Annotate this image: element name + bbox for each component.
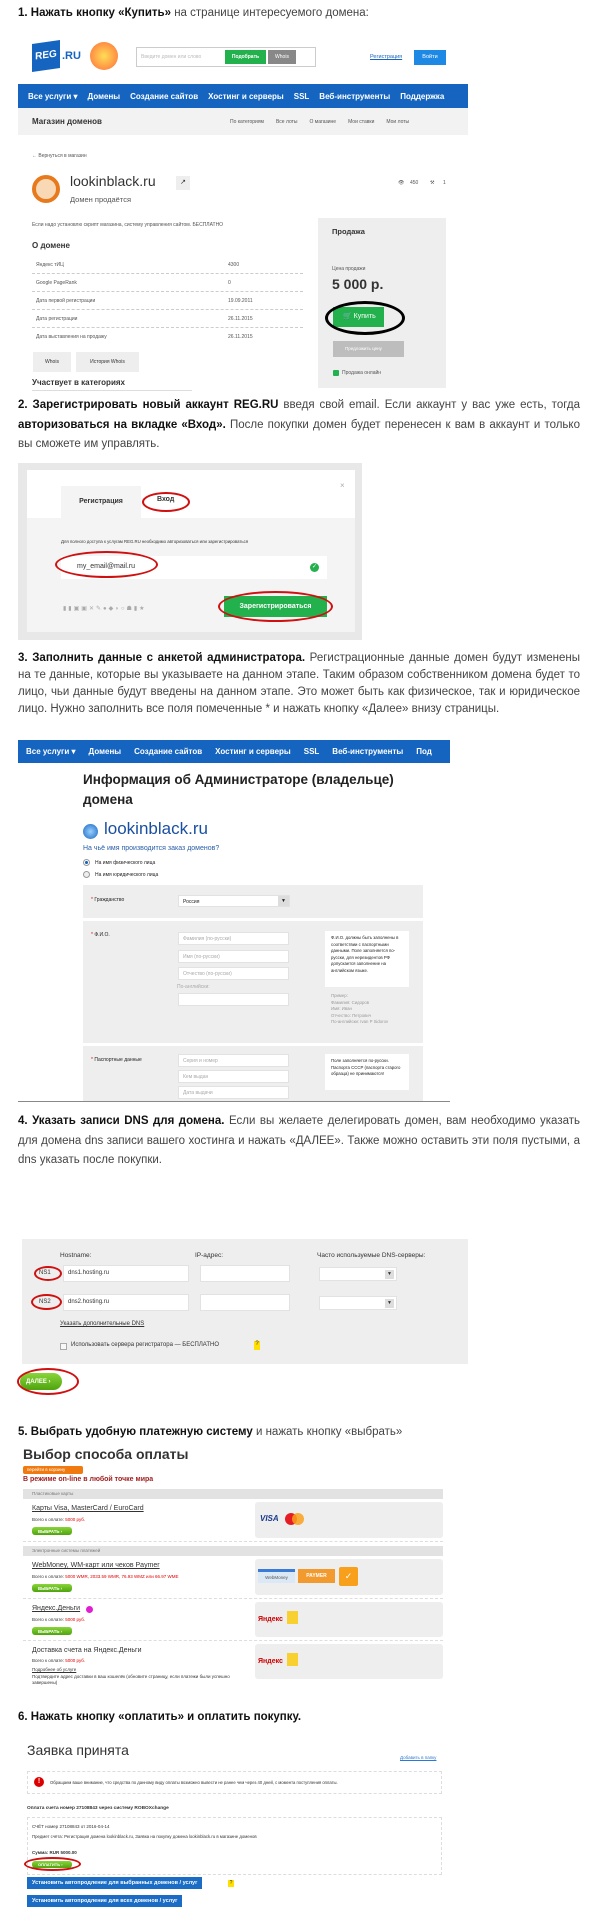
step-4-text	[18, 1112, 580, 1171]
payment-method-card	[23, 1499, 443, 1542]
views-count: 450	[410, 180, 419, 186]
globe-icon	[32, 175, 60, 203]
payment-title: Выбор способа оплаты	[23, 1446, 189, 1462]
choose-button[interactable]: ВЫБРАТЬ ›	[32, 1584, 72, 1592]
nav-site-building[interactable]: Создание сайтов	[130, 91, 199, 101]
page-title: Информация об Администраторе (владельце) домена	[83, 772, 394, 807]
whois-history-button[interactable]: История Whois	[76, 352, 139, 372]
step-1-text	[18, 4, 580, 24]
total-value: 5000 WMR, 2033.59 WMR, 76.93 WMZ или 66.97 WME	[65, 1574, 179, 1579]
main-nav	[18, 84, 468, 108]
details-link[interactable]: Подробнее об услуге	[32, 1667, 77, 1672]
register-button[interactable]: Зарегистрироваться	[224, 596, 327, 617]
row-label: Дата выставления на продажу	[36, 334, 107, 340]
subnav	[18, 108, 468, 135]
buy-label: Купить	[353, 313, 376, 320]
invoice-subject: Предмет счёта: Регистрация домена lookinblack.ru, Заявка на покупку домена lookinblack.ru в магазине доменов	[32, 1834, 257, 1839]
back-link-label: Вернуться в магазин	[38, 153, 87, 159]
row-label: Яндекс тИЦ	[36, 262, 64, 268]
yandex-logo: Яндекс	[258, 1616, 283, 1623]
group-emoney-header: Электронные системы платежей	[23, 1546, 443, 1556]
yandex-badge-icon	[86, 1606, 93, 1613]
passport-hint: Поле заполняется по-русски. Паспорта СССР (паспорта старого образца) не принимаются!	[325, 1054, 409, 1090]
step-5-text	[18, 1423, 580, 1443]
owner-question: На чьё имя производится заказ доменов?	[83, 845, 220, 852]
price-label: Цена продажи	[332, 266, 366, 272]
nav-ssl[interactable]: SSL	[293, 91, 310, 101]
domain-search	[136, 47, 316, 67]
nav-ssl[interactable]: SSL	[303, 747, 320, 756]
payment-method-yandex-invoice	[23, 1641, 443, 1687]
step-5-bold: 5. Выбрать удобную платежную систему	[18, 1426, 253, 1438]
highlight-ellipse	[24, 1857, 81, 1871]
subnav-categories[interactable]: По категориям	[230, 119, 264, 125]
checkbox-checked-icon	[333, 370, 339, 376]
sale-panel	[318, 218, 446, 388]
step-2-rest-2: После покупки домен будет перенесен к вам в аккаунт и только вы сможете им управлять.	[18, 418, 580, 450]
registration-dialog	[27, 470, 355, 632]
step-2-bold: 2. Зарегистрировать новый аккаунт REG.RU	[18, 399, 279, 411]
row-label: Google PageRank	[36, 280, 77, 286]
invoice-number: СЧЁТ номер 27108843 от 2016-04-14	[32, 1824, 110, 1829]
payment-line: Оплата счета номер 27108843 через систему ROBOXchange	[27, 1806, 169, 1811]
passport-number-input[interactable]: Серия и номер	[178, 1054, 289, 1067]
highlight-ellipse	[31, 1294, 62, 1310]
yandex-wallet-icon	[287, 1611, 298, 1624]
visa-logo: VISA	[260, 1514, 279, 1523]
total-label: Всего к оплате:	[32, 1617, 65, 1622]
about-heading: О домене	[32, 241, 70, 250]
nav-domains[interactable]: Домены	[88, 747, 122, 756]
auth-hint: Для полного доступа к услугам REG.RU необходимо авторизоваться или зарегистрироваться	[61, 539, 249, 544]
card-logos	[255, 1502, 443, 1538]
verified-badge-icon: ✓	[339, 1567, 358, 1586]
subnav-my-lots[interactable]: Мои лоты	[386, 119, 410, 125]
main-nav	[18, 740, 450, 763]
ns1-hostname-input[interactable]: dns1.hosting.ru	[63, 1265, 189, 1282]
ns2-hostname-input[interactable]: dns2.hosting.ru	[63, 1294, 189, 1311]
highlight-ellipse	[142, 492, 190, 512]
step-1-bold: 1. Нажать кнопку «Купить»	[18, 7, 172, 19]
example-line: Имя: Иван	[331, 1006, 352, 1011]
total-value: 5000 руб.	[65, 1658, 86, 1663]
email-value: my_email@mail.ru	[77, 563, 136, 570]
step-3-text	[18, 650, 580, 718]
table-row	[32, 274, 303, 292]
total-value: 5000 руб.	[65, 1617, 86, 1622]
subnav-about[interactable]: О магазине	[309, 119, 337, 125]
citizenship-select[interactable]	[178, 895, 290, 907]
globe-icon	[83, 824, 98, 839]
screenshot-domain-shop	[18, 30, 470, 392]
frequent-dns-label: Часто используемые DNS-серверы:	[317, 1252, 426, 1259]
payment-tagline: В режиме on-line в любой точке мира	[23, 1476, 154, 1483]
choose-button[interactable]: ВЫБРАТЬ ›	[32, 1527, 72, 1535]
whois-button[interactable]: Whois	[268, 50, 296, 64]
table-row	[32, 256, 303, 274]
passport-section: * Паспортные данные Серия и номер Кем выдан Дата выдачи Поле заполняется по-русски. Паспорта СССР (паспорта старого образца) не принимаются!	[83, 1046, 423, 1102]
chevron-down-icon: ▼	[385, 1299, 394, 1308]
total-value: 5000 руб.	[65, 1517, 86, 1522]
add-to-folder-link[interactable]: Добавить в папку	[400, 1755, 437, 1760]
nav-support[interactable]: Под	[416, 747, 432, 756]
next-button[interactable]: ДАЛЕЕ ›	[20, 1373, 62, 1390]
total-label: Всего к оплате:	[32, 1658, 65, 1663]
last-name-input[interactable]: Фамилия (по-русски)	[178, 932, 289, 945]
radio-individual[interactable]	[83, 859, 90, 866]
example-line: Отчество: Петрович	[331, 1012, 372, 1018]
step-6-bold: 6. Нажать кнопку «оплатить» и оплатить покупку.	[18, 1711, 302, 1723]
fio-label: Ф.И.О.	[94, 932, 110, 938]
domain-title: lookinblack.ru	[70, 173, 156, 189]
external-link-icon[interactable]: ↗	[176, 176, 190, 190]
payment-method-yandex	[23, 1599, 443, 1641]
method-name-link[interactable]: WebMoney, WM-карт или чеков Paymer	[32, 1562, 160, 1569]
passport-issuer-input[interactable]: Кем выдан	[178, 1070, 289, 1083]
chevron-down-icon: ▼	[385, 1270, 394, 1279]
example-line: Фамилия: Сидоров	[331, 999, 370, 1005]
step-1-rest: на странице интересуемого домена:	[171, 7, 369, 19]
english-name-input[interactable]	[178, 993, 289, 1006]
total-label: Всего к оплате:	[32, 1517, 65, 1522]
social-login-icons[interactable]: ▮▮▣▣✕✎●◆◗○☗▮★	[63, 606, 147, 612]
ip-label: IP-адрес:	[195, 1252, 223, 1259]
yandex-money-logo	[255, 1602, 443, 1637]
first-name-input[interactable]: Имя (по-русски)	[178, 950, 289, 963]
help-icon[interactable]: ?	[254, 1341, 260, 1350]
passport-date-input[interactable]: Дата выдачи	[178, 1086, 289, 1099]
step-6-text	[18, 1708, 580, 1728]
nav-all-services[interactable]: Все услуги ▾	[26, 747, 76, 756]
nav-hosting[interactable]: Хостинг и серверы	[208, 91, 284, 101]
online-sale-label: Продажа онлайн	[342, 370, 382, 376]
ns1-label: NS1	[39, 1270, 51, 1276]
notice-box	[27, 1771, 442, 1794]
fio-section: * Ф.И.О. Фамилия (по-русски) Имя (по-русски) Отчество (по-русски) По-английски: Ф.И.О. должны быть заполнены в соответствии с паспортными данными. Поле заполняется по-русски, для нерезидентов РФ допускается заполнение на английском языке. Пример: Фамилия: Сидоров Имя: Иван Отчество: Петрович По-английски: Ivan P Sidorov	[83, 921, 423, 1043]
ns2-dns-select[interactable]	[319, 1296, 397, 1310]
help-icon[interactable]: ?	[229, 1880, 233, 1886]
offer-price-button[interactable]: Предложить цену	[333, 341, 404, 357]
nav-site-building[interactable]: Создание сайтов	[134, 747, 203, 756]
row-value: 4300	[228, 262, 240, 268]
ns1-ip-input[interactable]	[200, 1265, 290, 1282]
step-5-rest: и нажать кнопку «выбрать»	[252, 1426, 403, 1438]
price-value: 5 000 р.	[332, 276, 384, 292]
whois-tab-button[interactable]: Whois	[33, 352, 71, 372]
go-to-cart-button[interactable]: перейти в корзину	[23, 1466, 83, 1474]
nav-web-tools[interactable]: Веб-инструменты	[332, 747, 404, 756]
nav-web-tools[interactable]: Веб-инструменты	[319, 91, 391, 101]
step-3-bold: 3. Заполнить данные с анкетой администратора.	[18, 652, 306, 664]
highlight-ellipse	[325, 301, 405, 335]
table-row	[32, 310, 303, 328]
row-value: 26.11.2015	[228, 316, 253, 322]
group-cards-header: Пластиковые карты	[23, 1489, 443, 1499]
use-registrar-label: Использовать сервера регистратора — БЕСПЛАТНО	[71, 1342, 220, 1348]
table-row	[32, 328, 303, 346]
english-label: По-английски:	[177, 984, 210, 990]
valid-check-icon: ✓	[311, 564, 318, 570]
mastercard-logo-icon	[292, 1513, 304, 1525]
close-icon[interactable]: ×	[340, 481, 345, 490]
autorenew-selected-button[interactable]: Установить автопродление для выбранных доменов / услуг	[27, 1877, 202, 1889]
step-4-bold: 4. Указать записи DNS для домена.	[18, 1115, 225, 1127]
yandex-logo: Яндекс	[258, 1658, 283, 1665]
ns2-ip-input[interactable]	[200, 1294, 290, 1311]
anniversary-badge-icon	[90, 42, 118, 70]
row-value: 0	[228, 280, 231, 286]
citizenship-value: Россия	[183, 899, 200, 905]
views-icon: 👁	[398, 180, 405, 186]
register-link[interactable]: Регистрация	[370, 54, 403, 60]
chevron-down-icon: ▼	[278, 896, 289, 906]
invoice-sum: Сумма: RUR 5000.00	[32, 1850, 77, 1855]
method-name: Доставка счета на Яндекс.Деньги	[32, 1647, 142, 1654]
gavel-icon: ⚒	[430, 180, 435, 186]
tab-login[interactable]: Вход	[157, 496, 175, 503]
table-row	[32, 292, 303, 310]
hostname-label: Hostname:	[60, 1252, 92, 1259]
screenshot-admin-form	[18, 740, 450, 1102]
example-label: Пример:	[331, 993, 348, 998]
nav-all-services[interactable]: Все услуги ▾	[28, 91, 78, 101]
highlight-ellipse	[55, 551, 158, 578]
webmoney-logo: WebMoney	[258, 1569, 295, 1583]
pay-button[interactable]: ОПЛАТИТЬ ›	[32, 1861, 72, 1868]
autorenew-all-button[interactable]: Установить автопродление для всех доменов / услуг	[27, 1895, 182, 1907]
categories-heading: Участвует в категориях	[32, 378, 192, 391]
highlight-ellipse	[218, 591, 333, 622]
row-value: 26.11.2015	[228, 334, 253, 340]
ns1-dns-select[interactable]	[319, 1267, 397, 1281]
back-link[interactable]: ← Вернуться в магазин	[32, 153, 87, 159]
additional-dns-link[interactable]: Указать дополнительные DNS	[60, 1321, 145, 1327]
row-label: Дата регистрации	[36, 316, 78, 322]
radio-individual-label: На имя физического лица	[95, 860, 156, 866]
radio-company-label: На имя юридического лица	[95, 872, 159, 878]
invoice-box	[27, 1817, 442, 1875]
dns-form	[22, 1239, 468, 1364]
step-3-rest: Регистрационные данные домен будут изменены на те данные, которые вы указываете на данном этапе. Таким образом собственником домена будет то лицо, чьи данные будут введены на данном этапе. Это может быть как физическое, так и юридическое лицо. Нужно заполнить все поля помеченные * и нажать кнопку «Далее» внизу страницы.	[18, 652, 580, 715]
domain-name: lookinblack.ru	[104, 819, 208, 838]
row-label: Дата первой регистрации	[36, 298, 96, 304]
notice-text: Обращаем ваше внимание, что средства по данному виду оплаты возможно вывести не ранее чем через 40 дней, с момента поступления оплаты.	[50, 1780, 338, 1785]
subnav-title: Магазин доменов	[32, 117, 102, 126]
logo-text: .RU	[62, 50, 81, 62]
webmoney-logos	[255, 1559, 443, 1595]
radio-company[interactable]	[83, 871, 90, 878]
row-value: 19.09.2011	[228, 298, 253, 304]
example-line: По-английски: Ivan P Sidorov	[331, 1019, 389, 1024]
step-2-text	[18, 396, 580, 455]
warning-icon: !	[34, 1777, 44, 1787]
tab-registration[interactable]: Регистрация	[61, 486, 141, 518]
pick-button[interactable]: Подобрать	[225, 50, 266, 64]
subnav-my-bids[interactable]: Мои ставки	[348, 119, 375, 125]
highlight-ellipse	[17, 1368, 79, 1395]
middle-name-input[interactable]: Отчество (по-русски)	[178, 967, 289, 980]
delivery-note: Подтвердите адрес доставки в ваш кошелёк (обновите страницу, если платежи были успешно завершены)	[32, 1674, 230, 1685]
order-title: Заявка принята	[27, 1742, 129, 1758]
step-4-rest: Если вы желаете делегировать домен, вам необходимо указать для домена dns записи вашего хостинга и нажать «ДАЛЕЕ». Также можно оставить эти поля пустыми, а dns указать после покупки.	[18, 1115, 581, 1166]
yandex-money-logo	[255, 1644, 443, 1679]
step-2-bold-2: авторизоваться на вкладке «Вход».	[18, 418, 226, 431]
regru-logo: REG	[32, 40, 60, 72]
screenshot-registration-dialog	[18, 463, 362, 640]
domain-status: Домен продаётся	[70, 195, 132, 204]
use-registrar-checkbox[interactable]	[60, 1343, 67, 1350]
nav-domains[interactable]: Домены	[87, 91, 121, 101]
paymer-logo: PAYMER	[298, 1569, 335, 1583]
fio-example	[331, 993, 388, 1026]
buy-button[interactable]: 🛒 Купить	[333, 307, 384, 327]
step-2-rest: введя свой email. Если аккаунт у вас уже есть, тогда	[278, 399, 580, 411]
nav-hosting[interactable]: Хостинг и серверы	[215, 747, 291, 756]
search-input[interactable]: Введите домен или слово	[141, 54, 202, 60]
citizenship-label: Гражданство	[94, 897, 125, 903]
nav-support[interactable]: Поддержка	[400, 91, 445, 101]
method-name-link[interactable]: Яндекс.Деньги	[32, 1605, 81, 1612]
login-button[interactable]: Войти	[414, 50, 446, 65]
total-label: Всего к оплате:	[32, 1574, 65, 1579]
bids-count: 1	[443, 180, 446, 186]
sale-tab: Продажа	[332, 227, 365, 236]
seller-note: Если надо установлю скрипт магазина, систему управления сайтом. БЕСПЛАТНО	[32, 222, 224, 228]
method-name-link[interactable]: Карты Visa, MasterCard / EuroCard	[32, 1505, 144, 1512]
highlight-ellipse	[34, 1266, 62, 1281]
fio-hint: Ф.И.О. должны быть заполнены в соответствии с паспортными данными. Поле заполняется по-русски, для нерезидентов РФ допускается заполнение на английском языке.	[325, 931, 409, 987]
ns2-label: NS2	[39, 1299, 51, 1305]
citizenship-section: * Гражданство Россия ▼	[83, 885, 423, 918]
choose-button[interactable]: ВЫБРАТЬ ›	[32, 1627, 72, 1635]
payment-method-webmoney	[23, 1556, 443, 1599]
yandex-wallet-icon	[287, 1653, 298, 1666]
subnav-all-lots[interactable]: Все лоты	[275, 119, 298, 125]
passport-label: Паспортные данные	[94, 1057, 142, 1063]
